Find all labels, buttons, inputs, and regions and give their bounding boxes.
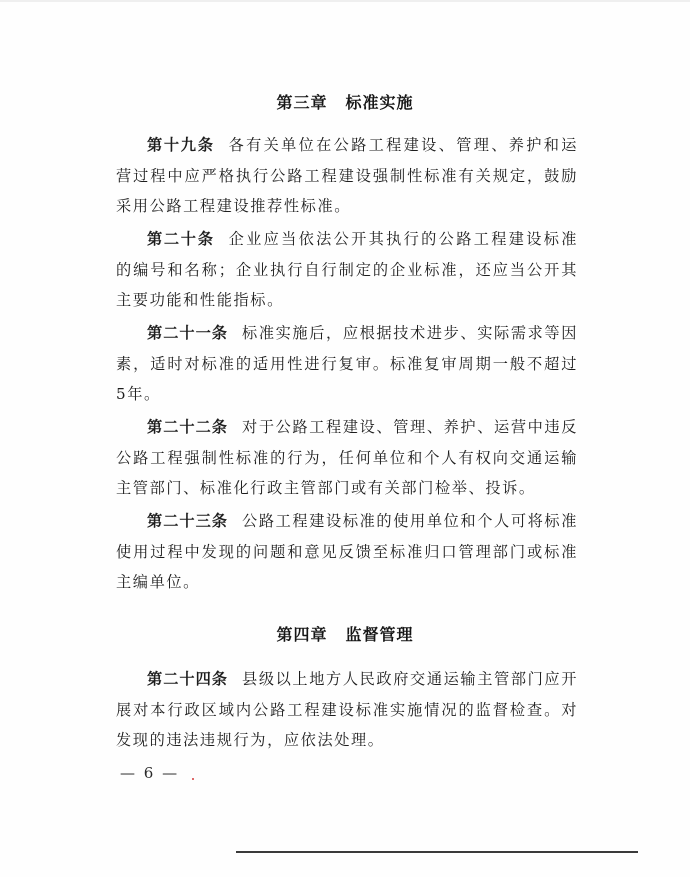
article-20-text: 企业应当依法公开其执行的公路工程建设标准的编号和名称；企业执行自行制定的企业标准，还应当公开其主要功能和性能指标。 [116, 230, 579, 309]
chapter-3-title: 第三章 [276, 93, 328, 112]
article-24-number: 第二十四条 [147, 670, 229, 688]
article-21-text: 标准实施后，应根据技术进步、实际需求等因素，适时对标准的适用性进行复审。标准复审周期一般不超过5年。 [116, 324, 579, 403]
scan-edge-top [0, 0, 690, 2]
article-23-text: 公路工程建设标准的使用单位和个人可将标准使用过程中发现的问题和意见反馈至标准归口管理部门或标准主编单位。 [116, 512, 579, 591]
page-number: — 6 — [120, 764, 180, 782]
chapter-4-heading [0, 622, 690, 645]
article-22-number: 第二十二条 [147, 418, 229, 436]
chapter-4-title: 第四章 [276, 625, 328, 644]
article-22-text: 对于公路工程建设、管理、养护、运营中违反公路工程强制性标准的行为，任何单位和个人有权向交通运输主管部门、标准化行政主管部门或有关部门检举、投诉。 [116, 418, 579, 497]
article-21 [116, 318, 578, 410]
article-20-number: 第二十条 [147, 230, 215, 248]
article-24-text: 县级以上地方人民政府交通运输主管部门应开展对本行政区域内公路工程建设标准实施情况的监督检查。对发现的违法违规行为，应依法处理。 [116, 670, 579, 749]
chapter-3-subtitle: 标准实施 [345, 93, 414, 112]
article-19 [116, 130, 578, 222]
article-21-number: 第二十一条 [147, 324, 229, 342]
scan-edge-bottom [236, 851, 638, 853]
chapter-3-heading [0, 90, 690, 113]
article-24 [116, 664, 578, 756]
article-19-number: 第十九条 [147, 136, 215, 154]
ink-speck [192, 778, 194, 780]
article-22 [116, 412, 578, 504]
article-23 [116, 506, 578, 598]
article-23-number: 第二十三条 [147, 512, 229, 530]
article-19-text: 各有关单位在公路工程建设、管理、养护和运营过程中应严格执行公路工程建设强制性标准有关规定，鼓励采用公路工程建设推荐性标准。 [116, 136, 579, 215]
article-20 [116, 224, 578, 316]
chapter-4-subtitle: 监督管理 [345, 625, 414, 644]
